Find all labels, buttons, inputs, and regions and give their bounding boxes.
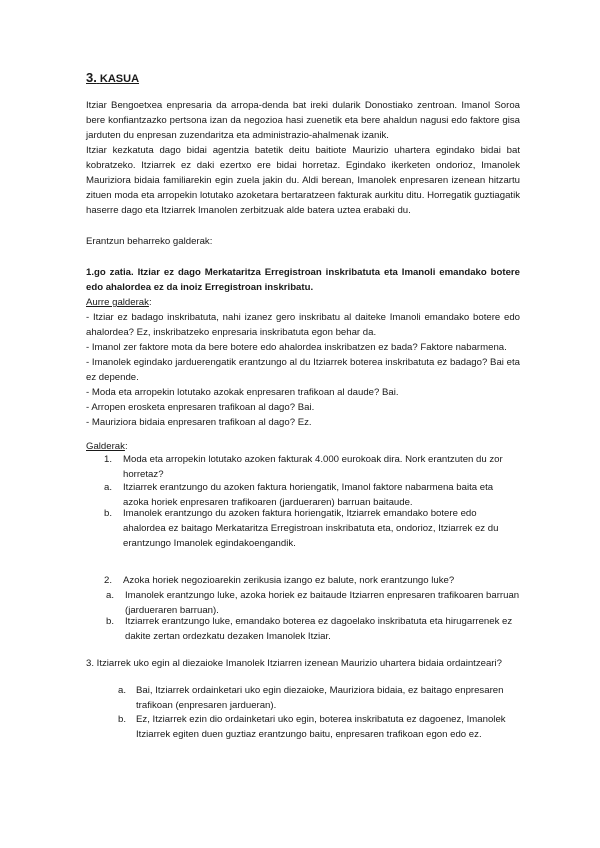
question-2-answer-a: a. Imanolek erantzungo luke, azoka horiek ez baitaude Itziarren enpresaren trafikoaren barruan (jardueraren barruan).: [106, 590, 520, 616]
intro-paragraph-2: Itziar kezkatuta dago bidai agentzia batetik deitu baitiote Maurizio uhartera egindako bidai bat kobratzeko. Itziarrek ez daki ezertxo ere bidai horretaz. Egindako ikerketen ondorioz, Imanolek Mauriziora bidaia familiarekin egin zuela jakin du. Aldi berean, Imanolek enpresaren izenean hitzartu zituen moda eta arropekin lotutako azoketara bertaratzeen fakturak aurkitu ditu. Horregatik guztiagatik haserre dago eta Itziarrek Imanolen zerbitzuak alde batera uztea erabaki du.: [86, 145, 520, 216]
question-2-marker: 2.: [104, 575, 113, 586]
pre-question-3: - Imanolek egindako jarduerengatik erantzungo al du Itziarrek boterea inskribatuta ez badago? Bai eta ez depende.: [86, 357, 520, 383]
part1-title: 1.go zatia. Itziar ez dago Merkataritza Erregistroan inskribatuta eta Imanoli emandako botere edo ahalordea ez da inoiz Erregistroan inskribatu.: [86, 267, 520, 293]
question-2-text: Azoka horiek negozioarekin zerikusia izango ez balute, nork erantzungo luke?: [123, 575, 455, 586]
question-1-answer-a: a. Itziarrek erantzungo du azoken faktura horiengatik, Imanol faktore nabarmena baita eta azoka horiek enpresaren trafikoaren (jardueraren) barruan baitaude.: [104, 482, 494, 508]
questions-label-line: Galderak:: [86, 441, 128, 452]
intro-paragraph-1: Itziar Bengoetxea enpresaria da arropa-denda bat ireki dularik Donostiako zentroan. Imanol Soroa bere konfiantzazko pertsona izan da negozioa hasi zuenetik eta bere ahaldun nagusi edo faktore gisa jarduten du enpresan zuzendaritza eta administrazio-ahalmenak izanik.: [86, 100, 520, 141]
pre-questions-section: [86, 295, 520, 430]
question-1-text: Moda eta arropekin lotutako azoken fakturak 4.000 eurokoak dira. Nork erantzuten du zor horretaz?: [123, 454, 503, 480]
question-1-marker: 1.: [104, 454, 113, 465]
question-1: [104, 452, 520, 482]
pre-questions-label-line: Aurre galderak:: [86, 297, 152, 308]
pre-questions-label: Aurre galderak: [86, 297, 149, 308]
pre-question-6: - Mauriziora bidaia enpresaren trafikoan al dago? Ez.: [86, 417, 312, 428]
case-title: KASUA: [99, 73, 140, 85]
question-3-answer-b: b. Ez, Itziarrek ezin dio ordainketari uko egin, boterea inskribatuta ez dagoenez, Imanolek Itziarrek egiten duen guztiaz erantzungo baitu, enpresaren trafikoan egon edo ez.: [118, 714, 506, 740]
pre-question-1: - Itziar ez badago inskribatuta, nahi izanez gero inskribatu al daiteke Imanoli emandako botere edo ahalordea? Ez, inskribatzeko enpresaria inskribatuta egon behar da.: [86, 312, 520, 338]
pre-question-2: - Imanol zer faktore mota da bere botere edo ahalordea inskribatzen ez bada? Faktore nabarmena.: [86, 342, 507, 353]
intro-section: [86, 98, 520, 218]
pre-question-4: - Moda eta arropekin lotutako azokak enpresaren trafikoan al daude? Bai.: [86, 387, 399, 398]
questions-label: Galderak: [86, 441, 125, 452]
questions-title: Erantzun beharreko galderak:: [86, 236, 213, 247]
question-2-answer-b: b. Itziarrek erantzungo luke, emandako boterea ez dagoelako inskribatuta eta hirugarrenek ez dakite zertan ordezkatu dezaken Imanolek Itziar.: [106, 616, 513, 642]
case-heading: [86, 70, 139, 85]
question-2: [104, 573, 520, 588]
case-number: 3.: [86, 70, 97, 85]
pre-question-5: - Arropen erosketa enpresaren trafikoan al dago? Bai.: [86, 402, 315, 413]
question-3-answer-a: a. Bai, Itziarrek ordainketari uko egin diezaioke, Mauriziora bidaia, ez baitago enpresaren trafikoan (enpresaren jardueran).: [118, 685, 504, 711]
question-3-text: 3. Itziarrek uko egin al diezaioke Imanolek Itziarren izenean Maurizio uhartera bidaia ordaintzeari?: [86, 658, 502, 669]
question-1-answer-b: b. Imanolek erantzungo du azoken faktura horiengatik, Itziarrek emandako botere edo ahalordea ez baitago Merkataritza Erregistroan inskribatuta eta, ondorioz, Itziarrek ez du erantzungo Imanolek egindakoengandik.: [104, 508, 499, 549]
